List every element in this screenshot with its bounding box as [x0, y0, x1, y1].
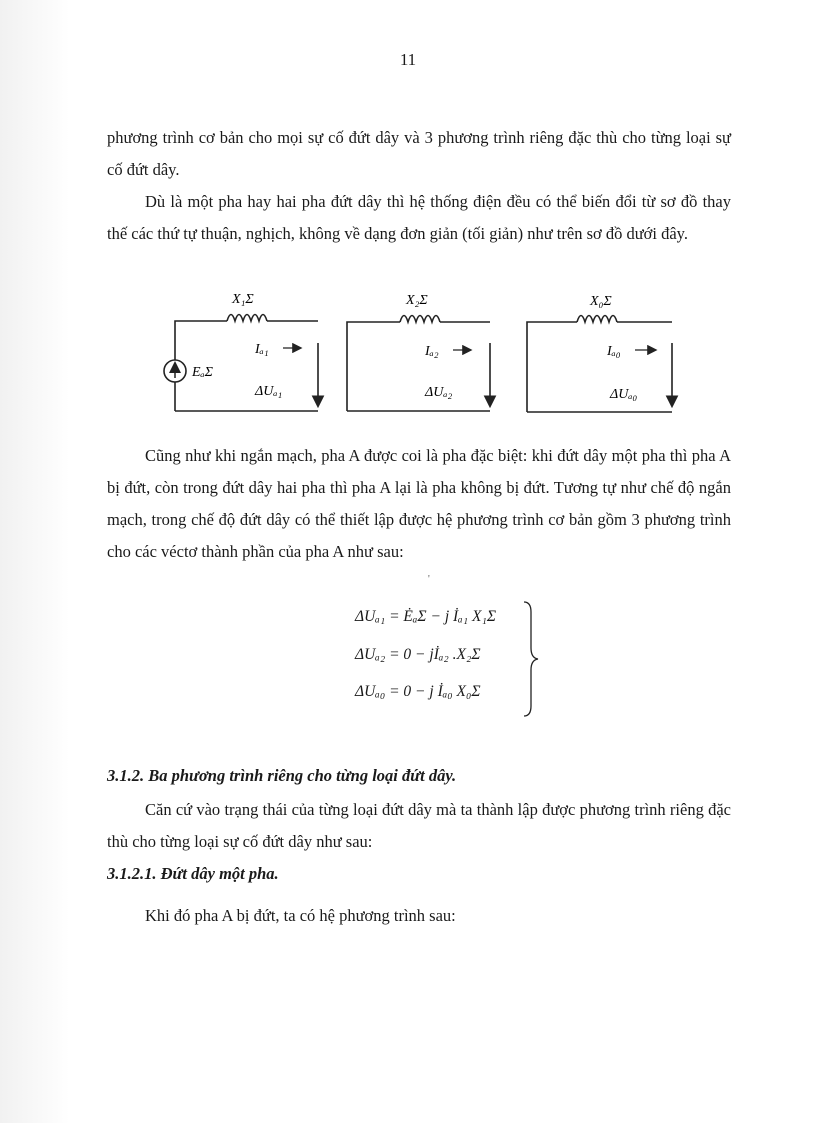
scan-speck: ' [428, 574, 430, 585]
equation-zero: ΔUₐ₀ = 0 − j İₐ₀ X₀Σ [355, 683, 481, 700]
page-number: 11 [399, 50, 417, 69]
right-brace-icon [521, 600, 541, 718]
sequence-circuits-diagram [150, 285, 695, 425]
current-label: Iₐ₀ [607, 344, 621, 359]
equation-system [355, 600, 555, 718]
paragraph-phase-a-broken: Khi đó pha A bị đứt, ta có hệ phương trình sau: [145, 906, 456, 925]
section-heading-3-1-2: 3.1.2. Ba phương trình riêng cho từng loại đứt dây. [107, 766, 457, 785]
paragraph-state: Căn cứ vào trạng thái của từng loại đứt dây mà ta thành lập được phương trình riêng đặc thù cho từng loại sự cố đứt dây như sau: [107, 800, 731, 851]
equation-negative: ΔUₐ₂ = 0 − jİₐ₂ .X₂Σ [355, 646, 481, 663]
reactance-label: X₀Σ [590, 294, 612, 309]
equation-positive: ΔUₐ₁ = ĖₐΣ − j İₐ₁ X₁Σ [355, 608, 497, 625]
current-label: Iₐ₁ [255, 342, 269, 357]
reactance-label: X₁Σ [232, 292, 254, 307]
paragraph-transform: Dù là một pha hay hai pha đứt dây thì hệ thống điện đều có thể biến đổi từ sơ đồ thay thế các thứ tự thuận, nghịch, không về dạng đơn giản (tối giản) như trên sơ đồ dưới đây. [107, 192, 731, 243]
reactance-label: X₂Σ [406, 293, 428, 308]
binding-shadow [0, 0, 70, 1123]
paragraph-phase-a: Cũng như khi ngắn mạch, pha A được coi là pha đặc biệt: khi đứt dây một pha thì pha A bị đứt, còn trong đứt dây hai pha thì pha A lại là pha không bị đứt. Tương tự như chế độ ngắn mạch, trong chế độ đứt dây có thể thiết lập được hệ phương trình cơ bản gồm 3 phương trình cho các véctơ thành phần của pha A như sau: [107, 446, 731, 561]
circuit-positive-sequence [164, 292, 318, 411]
circuit-zero-sequence [527, 294, 672, 412]
voltage-drop-label: ΔUₐ₁ [255, 384, 283, 399]
current-label: Iₐ₂ [425, 344, 439, 359]
circuit-negative-sequence [347, 293, 490, 411]
paragraph-intro: phương trình cơ bản cho mọi sự cố đứt dây và 3 phương trình riêng đặc thù cho từng loại sự cố đứt dây. [107, 128, 731, 179]
voltage-drop-label: ΔUₐ₀ [610, 387, 638, 402]
source-label: EₐΣ [192, 365, 213, 380]
voltage-drop-label: ΔUₐ₂ [425, 385, 453, 400]
section-heading-3-1-2-1: 3.1.2.1. Đứt dây một pha. [107, 864, 279, 883]
